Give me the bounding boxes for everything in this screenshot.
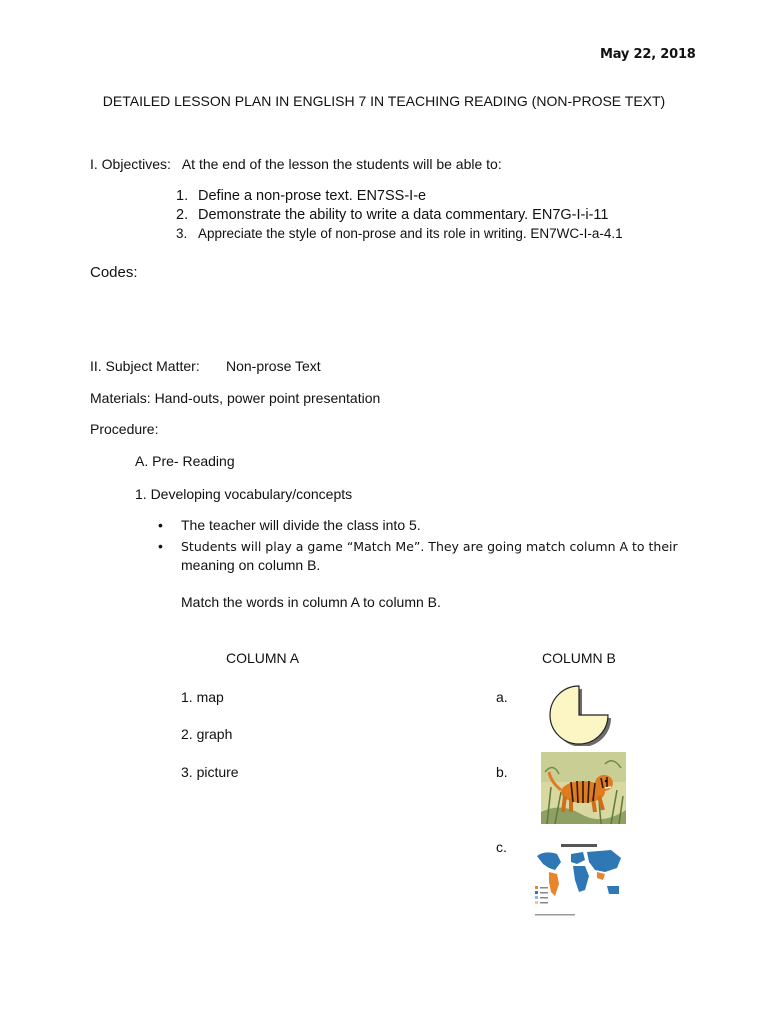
column-a-heading: COLUMN A <box>226 650 300 666</box>
procedure-label: Procedure: <box>90 421 159 437</box>
document-title: DETAILED LESSON PLAN IN ENGLISH 7 IN TEACHING READING (NON-PROSE TEXT) <box>102 93 666 109</box>
objective-item <box>176 188 426 204</box>
objectives-line <box>90 156 502 172</box>
objectives-heading: I. Objectives: <box>90 156 171 172</box>
bullet-icon: • <box>158 538 163 554</box>
subject-matter-label: II. Subject Matter: <box>90 358 200 374</box>
world-map-icon <box>531 842 626 920</box>
bullet-text: The teacher will divide the class into 5. <box>181 517 421 533</box>
pie-graph-icon <box>546 680 612 746</box>
objectives-intro: At the end of the lesson the students will be able to: <box>181 156 502 172</box>
bullet-icon: • <box>158 517 163 533</box>
objective-item <box>176 207 608 223</box>
column-a-item: 2. graph <box>181 726 233 742</box>
column-b-letter: a. <box>496 689 508 705</box>
bullet-text: Students will play a game “Match Me”. They are going match column A to their <box>181 539 678 554</box>
document-date: May 22, 2018 <box>600 47 696 62</box>
subject-matter-value: Non-prose Text <box>226 358 321 374</box>
bullet-text-continued: meaning on column B. <box>181 557 321 573</box>
objective-number: 3. <box>176 226 188 241</box>
objective-number: 1. <box>176 188 189 204</box>
tiger-picture-icon <box>541 752 626 824</box>
objective-item <box>176 226 623 241</box>
materials-line: Materials: Hand-outs, power point presentation <box>90 390 381 406</box>
column-b-letter: c. <box>496 839 507 855</box>
column-b-letter: b. <box>496 764 508 780</box>
column-a-item: 1. map <box>181 689 224 705</box>
objective-text: Demonstrate the ability to write a data commentary. EN7G-I-i-11 <box>198 207 609 223</box>
codes-label: Codes: <box>90 264 138 281</box>
objective-text: Define a non-prose text. EN7SS-I-e <box>198 188 427 204</box>
column-a-item: 3. picture <box>181 764 239 780</box>
objective-number: 2. <box>176 207 189 223</box>
pre-reading-heading: A. Pre- Reading <box>135 453 235 469</box>
objective-text: Appreciate the style of non-prose and its role in writing. EN7WC-I-a-4.1 <box>198 226 623 241</box>
developing-heading: 1. Developing vocabulary/concepts <box>135 486 353 502</box>
column-b-heading: COLUMN B <box>542 650 616 666</box>
match-instruction: Match the words in column A to column B. <box>181 594 441 610</box>
